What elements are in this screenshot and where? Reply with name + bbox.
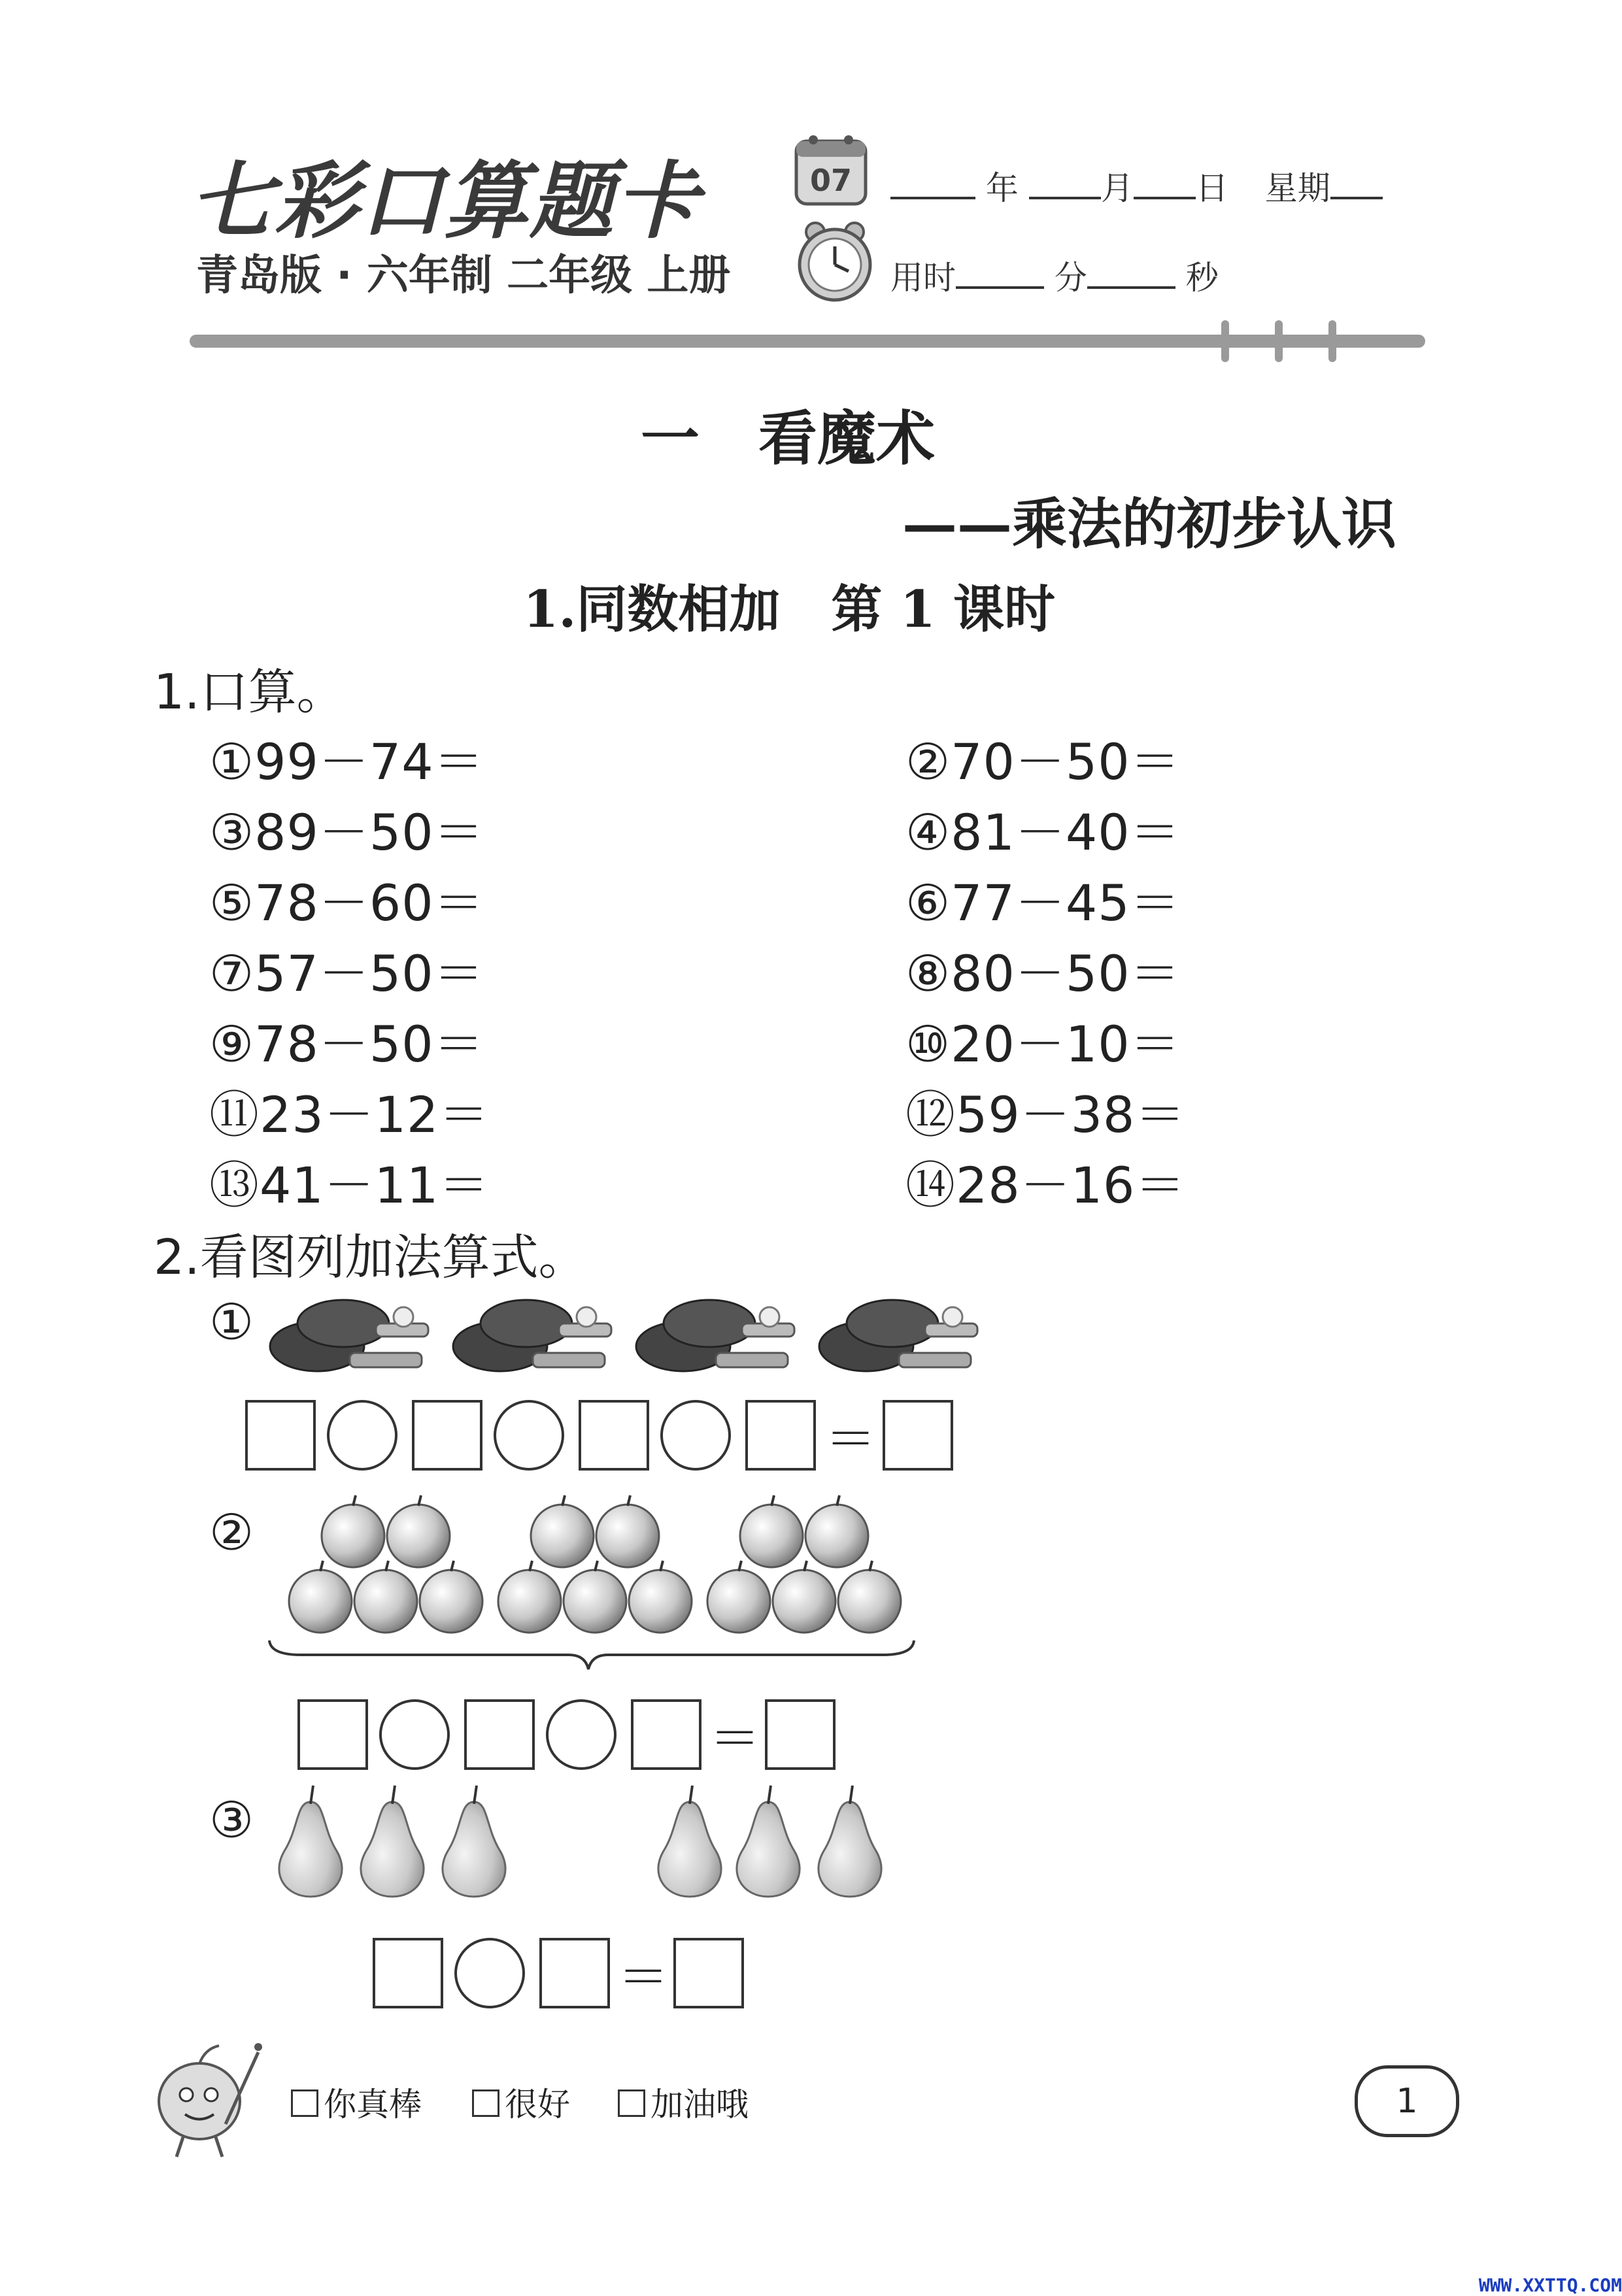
equals-sign: ＝ [825, 1410, 877, 1469]
rating-option-1[interactable] [291, 2078, 422, 2125]
problem-12: ⑫59－38＝ [905, 1086, 1186, 1144]
apple-group-1 [289, 1495, 482, 1633]
problem-9: ⑨78－50＝ [209, 1015, 484, 1073]
pears-picture [265, 1778, 905, 1902]
paddle-pair-icon [270, 1300, 428, 1371]
item-marker-3: ③ [209, 1791, 255, 1849]
weekday-blank[interactable] [1330, 167, 1383, 199]
checkbox[interactable] [618, 2089, 645, 2117]
minutes-label: 分 [1054, 259, 1087, 297]
calendar-day: 07 [809, 163, 853, 198]
problem-10: ⑩20－10＝ [905, 1015, 1181, 1073]
chapter-title: 一 看魔术 [641, 405, 935, 473]
apple-group-3 [707, 1495, 901, 1633]
weekday-label: 星期 [1264, 169, 1330, 207]
page-number: 1 [1355, 2065, 1459, 2137]
problem-6: ⑥77－45＝ [905, 874, 1181, 932]
pear-group-1 [279, 1786, 505, 1897]
answer-box[interactable] [373, 1938, 443, 2008]
problem-4: ④81－40＝ [905, 803, 1181, 861]
operator-circle[interactable] [327, 1400, 397, 1471]
rating-option-3[interactable] [618, 2078, 749, 2125]
answer-box[interactable] [579, 1400, 649, 1471]
seconds-label: 秒 [1185, 259, 1219, 297]
answer-box[interactable] [412, 1400, 482, 1471]
rating-label: 你真棒 [324, 2086, 422, 2123]
lesson-title: 1.同数相加 第 1 课时 [523, 580, 1056, 639]
date-line [890, 162, 1383, 209]
item-marker-2: ② [209, 1503, 255, 1561]
equals-sign: ＝ [618, 1948, 669, 2007]
answer-box[interactable] [539, 1938, 610, 2008]
answer-box[interactable] [464, 1699, 535, 1770]
section1-title: 1.口算。 [154, 664, 345, 720]
chapter-subtitle: ——乘法的初步认识 [902, 491, 1397, 556]
item-marker-1: ① [209, 1293, 255, 1351]
time-used-label: 用时 [890, 259, 956, 297]
alarm-clock-icon [792, 219, 877, 304]
operator-circle[interactable] [546, 1699, 617, 1770]
edition-label: 青岛版 · 六年制 二年级 上册 [196, 252, 731, 300]
answer-box[interactable] [245, 1400, 316, 1471]
day-label: 日 [1195, 169, 1228, 207]
brand-title: 七彩口算题卡 [190, 152, 700, 250]
rating-label: 很好 [505, 2086, 570, 2123]
time-line [890, 252, 1219, 299]
equals-sign: ＝ [709, 1710, 761, 1769]
problem-14: ⑭28－16＝ [905, 1156, 1186, 1214]
rating-label: 加油哦 [650, 2086, 749, 2123]
pear-group-2 [658, 1786, 881, 1897]
month-label: 月 [1100, 169, 1134, 207]
section2-title: 2.看图列加法算式。 [154, 1229, 587, 1286]
year-label: 年 [985, 169, 1019, 207]
brace-icon [269, 1640, 914, 1669]
answer-box[interactable] [745, 1400, 816, 1471]
header-divider [190, 335, 1425, 348]
apple-group-2 [498, 1495, 692, 1633]
divider-bead [1221, 320, 1229, 362]
result-box[interactable] [883, 1400, 953, 1471]
problem-8: ⑧80－50＝ [905, 944, 1181, 1003]
minutes-blank[interactable] [956, 256, 1044, 289]
answer-box[interactable] [631, 1699, 701, 1770]
calendar-icon [792, 131, 870, 208]
operator-circle[interactable] [494, 1400, 564, 1471]
result-box[interactable] [765, 1699, 836, 1770]
rating-option-2[interactable] [472, 2078, 570, 2125]
apples-picture [262, 1490, 928, 1686]
checkbox[interactable] [472, 2089, 499, 2117]
day-blank[interactable] [1134, 167, 1196, 199]
divider-bead [1275, 320, 1283, 362]
problem-7: ⑦57－50＝ [209, 944, 484, 1003]
result-box[interactable] [673, 1938, 744, 2008]
operator-circle[interactable] [379, 1699, 450, 1770]
site-watermark: WWW.XXTTQ.COM [1478, 2274, 1622, 2296]
checkbox[interactable] [291, 2089, 318, 2117]
year-blank[interactable] [890, 167, 975, 199]
problem-5: ⑤78－60＝ [209, 874, 484, 932]
problem-2: ②70－50＝ [905, 733, 1181, 791]
seconds-blank[interactable] [1087, 256, 1175, 289]
answer-box[interactable] [297, 1699, 368, 1770]
problem-13: ⑬41－11＝ [209, 1156, 490, 1214]
month-blank[interactable] [1029, 167, 1101, 199]
problem-3: ③89－50＝ [209, 803, 484, 861]
operator-circle[interactable] [454, 1938, 525, 2008]
operator-circle[interactable] [660, 1400, 731, 1471]
problem-1: ①99－74＝ [209, 733, 484, 791]
divider-bead [1328, 320, 1336, 362]
ping-pong-paddles-picture [265, 1288, 997, 1392]
problem-11: ⑪23－12＝ [209, 1086, 490, 1144]
mascot-icon [147, 2033, 271, 2163]
